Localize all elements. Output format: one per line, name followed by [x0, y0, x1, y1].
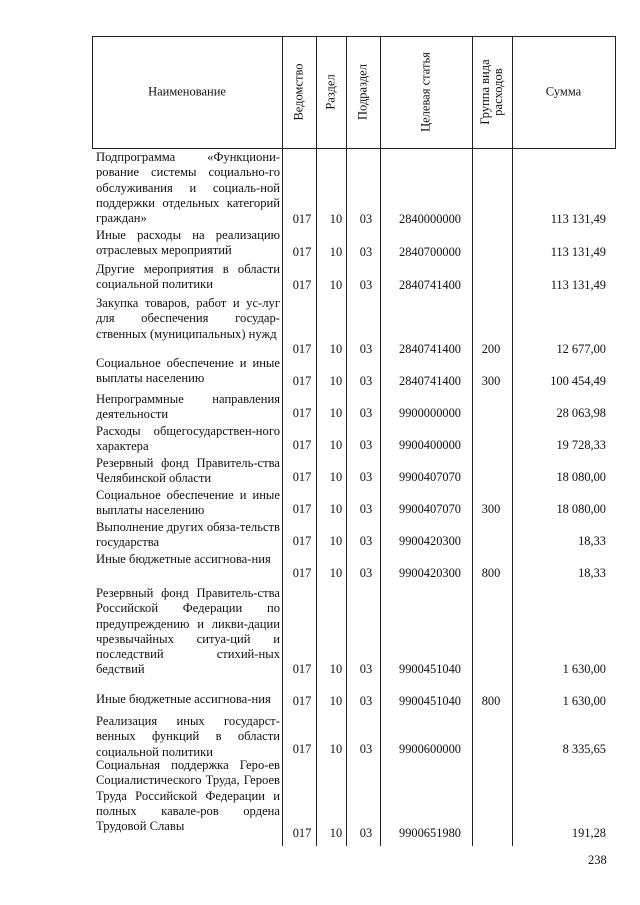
- row-expense-group: 300: [481, 374, 501, 388]
- row-sum: 18,33: [578, 566, 606, 580]
- row-vedomstvo: 017: [292, 534, 312, 548]
- row-name: Выполнение других обяза-тельств государства: [96, 520, 280, 550]
- row-razdel: 10: [329, 534, 343, 548]
- row-target-article: 9900400000: [399, 438, 461, 452]
- row-expense-group: 800: [481, 694, 501, 708]
- row-razdel: 10: [329, 566, 343, 580]
- row-razdel: 10: [329, 212, 343, 226]
- column-rule: [472, 36, 473, 846]
- row-sum: 18,33: [578, 534, 606, 548]
- header-podrazdel: Подраздел: [355, 64, 370, 120]
- row-target-article: 9900420300: [399, 566, 461, 580]
- row-podrazdel: 03: [359, 245, 373, 259]
- row-podrazdel: 03: [359, 278, 373, 292]
- row-name: Непрограммные направления деятельности: [96, 392, 280, 422]
- row-razdel: 10: [329, 342, 343, 356]
- row-podrazdel: 03: [359, 470, 373, 484]
- column-rule: [380, 36, 381, 846]
- row-podrazdel: 03: [359, 534, 373, 548]
- row-razdel: 10: [329, 374, 343, 388]
- row-target-article: 9900407070: [399, 470, 461, 484]
- row-podrazdel: 03: [359, 342, 373, 356]
- row-target-article: 2840741400: [399, 374, 461, 388]
- row-vedomstvo: 017: [292, 374, 312, 388]
- header-razdel: Раздел: [323, 74, 338, 110]
- row-razdel: 10: [329, 406, 343, 420]
- row-vedomstvo: 017: [292, 245, 312, 259]
- row-sum: 113 131,49: [550, 278, 606, 292]
- row-name: Иные расходы на реализацию отраслевых мероприятий: [96, 228, 280, 258]
- row-name: Резервный фонд Правитель-ства Российской Федерации по предупреждению и ликви-дации чрезвычайных ситуа-ций и последствий стихий-ных бедствий: [96, 586, 280, 677]
- row-vedomstvo: 017: [292, 662, 312, 676]
- row-razdel: 10: [329, 662, 343, 676]
- row-name: Социальное обеспечение и иные выплаты населению: [96, 356, 280, 386]
- row-razdel: 10: [329, 694, 343, 708]
- row-podrazdel: 03: [359, 662, 373, 676]
- row-podrazdel: 03: [359, 566, 373, 580]
- row-razdel: 10: [329, 826, 343, 840]
- row-expense-group: 200: [481, 342, 501, 356]
- row-vedomstvo: 017: [292, 566, 312, 580]
- row-name: Иные бюджетные ассигнова-ния: [96, 552, 271, 566]
- column-rule: [282, 36, 283, 846]
- column-rule: [615, 36, 616, 149]
- header-vedomstvo: Ведомство: [291, 63, 306, 121]
- row-vedomstvo: 017: [292, 342, 312, 356]
- row-sum: 18 080,00: [556, 502, 606, 516]
- row-sum: 1 630,00: [562, 694, 606, 708]
- page-number: 238: [588, 853, 607, 867]
- row-name: Другие мероприятия в области социальной политики: [96, 262, 280, 292]
- row-target-article: 2840741400: [399, 278, 461, 292]
- row-name: Социальное обеспечение и иные выплаты населению: [96, 488, 280, 518]
- row-name: Закупка товаров, работ и ус-луг для обеспечения государ-ственных (муниципальных) нужд: [96, 296, 280, 341]
- row-razdel: 10: [329, 502, 343, 516]
- row-target-article: 9900451040: [399, 694, 461, 708]
- row-sum: 191,28: [571, 826, 606, 840]
- row-podrazdel: 03: [359, 374, 373, 388]
- row-vedomstvo: 017: [292, 826, 312, 840]
- row-target-article: 9900420300: [399, 534, 461, 548]
- row-sum: 19 728,33: [556, 438, 606, 452]
- row-target-article: 9900600000: [399, 742, 461, 756]
- row-name: Реализация иных государст-венных функций в области социальной политики: [96, 714, 280, 759]
- row-name: Резервный фонд Правитель-ства Челябинской области: [96, 456, 280, 486]
- row-vedomstvo: 017: [292, 470, 312, 484]
- row-vedomstvo: 017: [292, 212, 312, 226]
- row-target-article: 9900000000: [399, 406, 461, 420]
- row-podrazdel: 03: [359, 438, 373, 452]
- row-razdel: 10: [329, 278, 343, 292]
- column-rule: [316, 36, 317, 846]
- row-sum: 113 131,49: [550, 245, 606, 259]
- row-sum: 1 630,00: [562, 662, 606, 676]
- row-vedomstvo: 017: [292, 502, 312, 516]
- row-sum: 18 080,00: [556, 470, 606, 484]
- row-target-article: 9900407070: [399, 502, 461, 516]
- row-sum: 8 335,65: [562, 742, 606, 756]
- header-target-article: Целевая статья: [418, 52, 433, 132]
- row-expense-group: 300: [481, 502, 501, 516]
- row-target-article: 2840700000: [399, 245, 461, 259]
- header-name: Наименование: [148, 84, 226, 99]
- row-target-article: 9900651980: [399, 826, 461, 840]
- row-podrazdel: 03: [359, 694, 373, 708]
- header-sum: Сумма: [545, 84, 582, 99]
- row-podrazdel: 03: [359, 406, 373, 420]
- row-podrazdel: 03: [359, 212, 373, 226]
- row-podrazdel: 03: [359, 742, 373, 756]
- row-podrazdel: 03: [359, 826, 373, 840]
- row-razdel: 10: [329, 438, 343, 452]
- row-target-article: 2840000000: [399, 212, 461, 226]
- row-vedomstvo: 017: [292, 406, 312, 420]
- row-expense-group: 800: [481, 566, 501, 580]
- row-sum: 113 131,49: [550, 212, 606, 226]
- row-target-article: 2840741400: [399, 342, 461, 356]
- row-vedomstvo: 017: [292, 438, 312, 452]
- row-vedomstvo: 017: [292, 278, 312, 292]
- column-rule: [92, 36, 93, 149]
- row-razdel: 10: [329, 245, 343, 259]
- row-sum: 100 454,49: [550, 374, 606, 388]
- row-name: Иные бюджетные ассигнова-ния: [96, 692, 271, 706]
- column-rule: [512, 36, 513, 846]
- row-podrazdel: 03: [359, 502, 373, 516]
- row-razdel: 10: [329, 470, 343, 484]
- row-razdel: 10: [329, 742, 343, 756]
- table-header: [92, 36, 615, 149]
- row-sum: 28 063,98: [556, 406, 606, 420]
- row-target-article: 9900451040: [399, 662, 461, 676]
- header-expense-group: Группа вида расходов: [478, 59, 505, 125]
- row-vedomstvo: 017: [292, 694, 312, 708]
- row-sum: 12 677,00: [556, 342, 606, 356]
- row-vedomstvo: 017: [292, 742, 312, 756]
- row-name: Подпрограмма «Функциони-рование системы социально-го обслуживания и социаль-ной поддержки отдельных категорий граждан»: [96, 150, 280, 226]
- row-name: Расходы общегосударствен-ного характера: [96, 424, 280, 454]
- row-name: Социальная поддержка Геро-ев Социалистического Труда, Героев Труда Российской Федерации и полных кавале-ров ордена Трудовой Славы: [96, 758, 280, 834]
